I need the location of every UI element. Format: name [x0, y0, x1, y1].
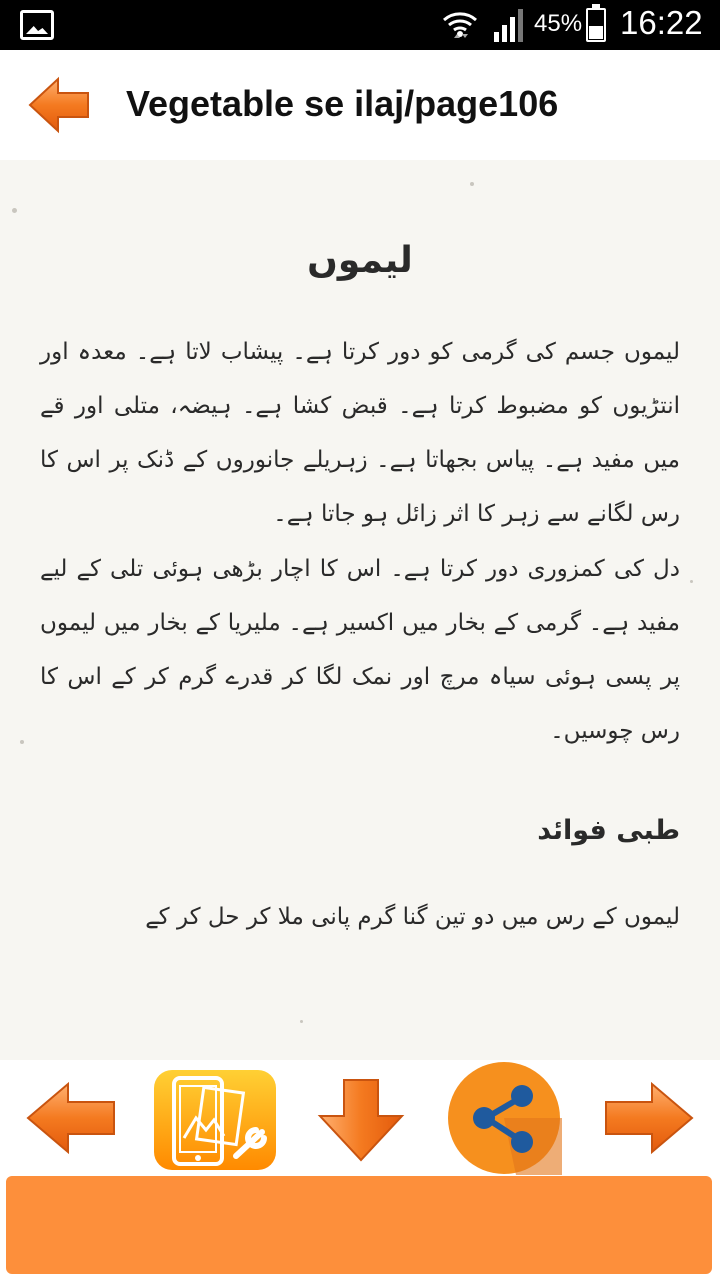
arrow-left-icon[interactable]	[24, 1060, 118, 1175]
battery-icon	[586, 8, 606, 42]
battery-percent: 45%	[534, 10, 583, 37]
arrow-down-icon[interactable]	[314, 1060, 408, 1175]
section-subheading: طبی فوائد	[537, 815, 680, 846]
paragraph-3: لیموں کے رس میں دو تین گنا گرم پانی ملا کر حل کر کے	[145, 904, 680, 930]
signal-icon	[492, 8, 526, 42]
bottom-toolbar	[0, 1060, 720, 1175]
back-arrow-icon[interactable]	[28, 76, 90, 134]
share-icon[interactable]	[446, 1060, 562, 1175]
arrow-right-icon[interactable]	[600, 1060, 696, 1175]
article-heading: لیموں	[307, 240, 413, 281]
book-page	[0, 160, 720, 1060]
paragraph-1: لیموں جسم کی گرمی کو دور کرتا ہے۔ پیشاب لاتا ہے۔ معدہ اور انتڑیوں کو مضبوط کرتا ہے۔ قبض کشا ہے۔ ہیضہ، متلی اور قے میں مفید ہے۔ پیاس بجھاتا ہے۔ زہریلے جانوروں کے ڈنک پر اس کا رس لگانے سے زہر کا اثر زائل ہو جاتا ہے۔	[40, 339, 680, 527]
app-settings-icon[interactable]	[152, 1060, 278, 1175]
status-bar	[0, 0, 720, 50]
paragraph-2: دل کی کمزوری دور کرتا ہے۔ اس کا اچار بڑھی ہوئی تلی کے لیے مفید ہے۔ گرمی کے بخار میں اکسیر ہے۔ ملیریا کے بخار میں لیموں پر پسی ہوئی سیاہ مرچ اور نمک لگا کر قدرے گرم کر کے اس کا رس چوسیں۔	[40, 556, 680, 744]
clock: 16:22	[620, 4, 703, 41]
page-title: Vegetable se ilaj/page106	[126, 83, 559, 124]
wifi-icon	[442, 8, 478, 42]
app-header	[0, 50, 720, 160]
ad-banner[interactable]	[6, 1176, 712, 1274]
image-notification-icon	[20, 10, 54, 40]
